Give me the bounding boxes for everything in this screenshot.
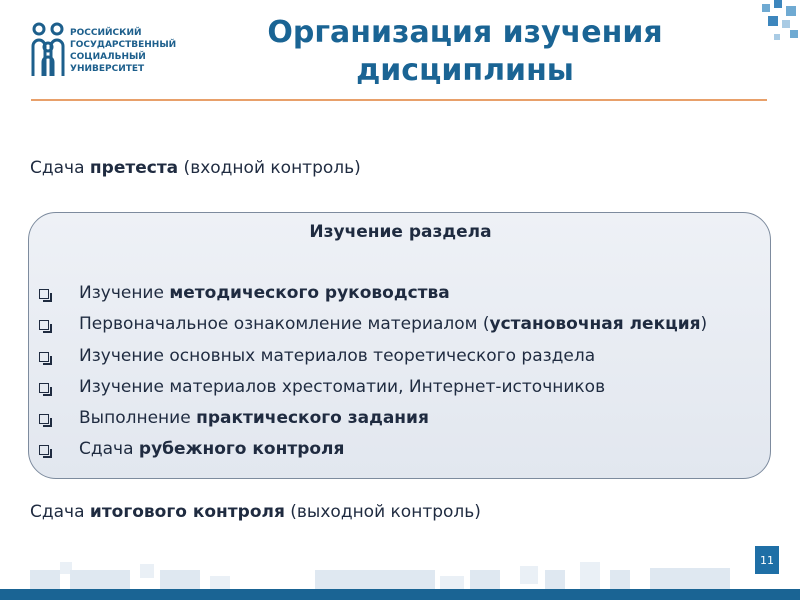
item-bold: методического руководства — [169, 283, 450, 303]
final-control-line — [30, 502, 481, 522]
final-bold: итогового контроля — [89, 502, 285, 522]
checkbox-bullet-icon — [39, 352, 49, 362]
pretest-line — [30, 158, 361, 178]
corner-pattern-decoration — [760, 0, 800, 44]
title-line-2: дисциплины — [356, 53, 574, 88]
university-logo — [30, 20, 177, 82]
logo-text — [70, 27, 180, 75]
list-item — [79, 346, 595, 366]
item-post: ) — [700, 314, 708, 334]
item-pre: Первоначальное ознакомление материалом ( — [79, 314, 490, 334]
title-divider — [31, 99, 767, 101]
checkbox-bullet-icon — [39, 414, 49, 424]
logo-line: СОЦИАЛЬНЫЙ — [70, 52, 146, 62]
panel-title: Изучение раздела — [309, 222, 492, 242]
final-post: (выходной контроль) — [284, 502, 481, 522]
logo-line: ГОСУДАРСТВЕННЫЙ — [70, 40, 177, 50]
item-pre: Изучение — [79, 283, 170, 303]
page-number-badge: 11 — [755, 546, 779, 574]
item-bold: рубежного контроля — [138, 439, 345, 459]
pretest-bold: претеста — [89, 158, 179, 178]
list-item — [79, 283, 450, 303]
item-pre: Изучение материалов хрестоматии, Интернет-источников — [79, 377, 606, 397]
slide-title — [220, 14, 710, 90]
list-item — [79, 377, 605, 397]
list-item — [79, 439, 344, 459]
logo-line: УНИВЕРСИТЕТ — [70, 64, 145, 74]
checkbox-bullet-icon — [39, 383, 49, 393]
item-pre: Сдача — [79, 439, 139, 459]
checkbox-bullet-icon — [39, 289, 49, 299]
item-pre: Выполнение — [79, 408, 197, 428]
item-bold: практического задания — [196, 408, 429, 428]
final-pre: Сдача — [30, 502, 90, 522]
pretest-pre: Сдача — [30, 158, 90, 178]
checkbox-bullet-icon — [39, 320, 49, 330]
bottom-bar — [0, 589, 800, 600]
item-bold: установочная лекция — [489, 314, 701, 334]
title-line-1: Организация изучения — [267, 15, 663, 50]
list-item — [79, 314, 707, 334]
list-item — [79, 408, 429, 428]
checkbox-bullet-icon — [39, 445, 49, 455]
item-pre: Изучение основных материалов теоретического раздела — [79, 346, 596, 366]
section-study-panel — [28, 212, 771, 479]
logo-line: РОССИЙСКИЙ — [70, 28, 142, 38]
pretest-post: (входной контроль) — [178, 158, 361, 178]
logo-figures-icon — [30, 20, 66, 80]
